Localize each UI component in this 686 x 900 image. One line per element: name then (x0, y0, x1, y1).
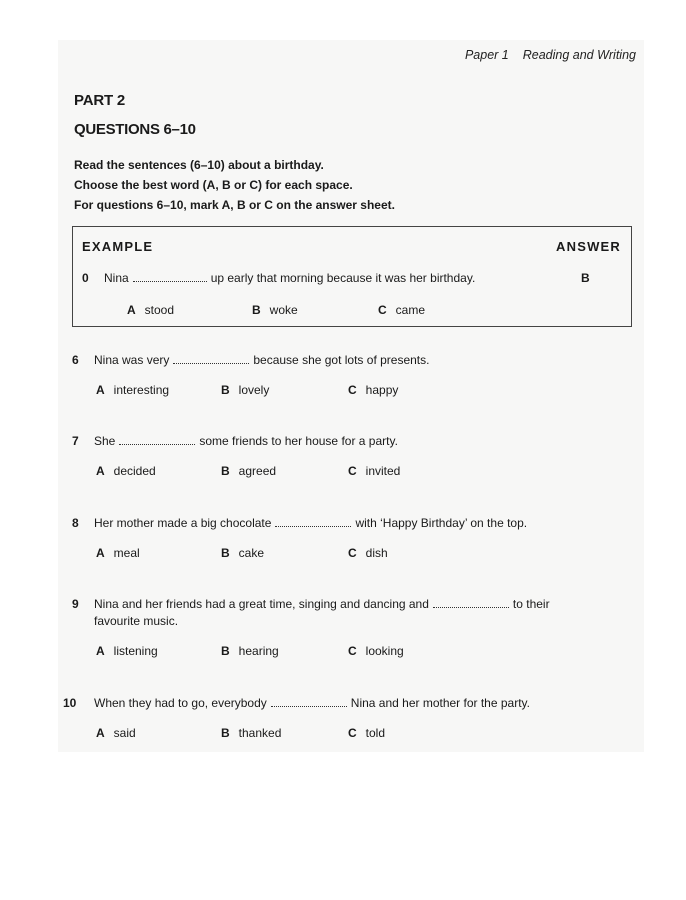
question-options (94, 464, 401, 480)
instruction-line: Choose the best word (A, B or C) for each space. (74, 178, 353, 192)
option-b: B cake (221, 546, 265, 560)
option-c: C told (348, 726, 386, 740)
answer-gap (271, 697, 347, 707)
questions-title: QUESTIONS 6–10 (74, 121, 196, 138)
instruction-line: For questions 6–10, mark A, B or C on the answer sheet. (74, 198, 395, 212)
sentence-after: up early that morning because it was her birthday. (210, 271, 476, 285)
question-text: 8 Her mother made a big chocolate with ‘Happy Birthday’ on the top. (72, 516, 528, 530)
answer-gap (133, 272, 207, 282)
example-sentence (82, 271, 475, 285)
option-a: A stood (127, 303, 175, 317)
question-6 (72, 352, 429, 399)
question-options (94, 726, 530, 742)
question-9 (72, 596, 550, 660)
question-text: 6 Nina was very because she got lots of presents. (72, 353, 430, 367)
example-label: EXAMPLE (82, 239, 154, 254)
option-a: A meal (96, 546, 140, 560)
question-7 (72, 433, 401, 480)
option-c: C looking (348, 644, 404, 658)
option-b: B woke (252, 303, 298, 317)
question-text: 10 When they had to go, everybody Nina and her mother for the party. (63, 696, 530, 710)
running-header (465, 48, 636, 62)
option-c: C came (378, 303, 426, 317)
question-10 (63, 695, 530, 742)
example-box (72, 226, 632, 327)
part-title: PART 2 (74, 92, 126, 109)
question-continuation: favourite music. (94, 614, 179, 628)
answer-gap (173, 354, 249, 364)
question-text: 9 Nina and her friends had a great time, singing and dancing and to their favourite music. (72, 597, 550, 628)
answer-gap (119, 435, 195, 445)
question-options (94, 383, 429, 399)
option-b: B lovely (221, 383, 270, 397)
paper-label: Paper 1 (464, 48, 509, 62)
option-b: B agreed (221, 464, 277, 478)
option-c: C dish (348, 546, 388, 560)
answer-gap (275, 517, 351, 527)
answer-gap (433, 598, 509, 608)
instructions (74, 155, 395, 215)
option-a: A interesting (96, 383, 170, 397)
question-options (94, 644, 550, 660)
option-c: C happy (348, 383, 399, 397)
question-options (94, 546, 527, 562)
option-b: B hearing (221, 644, 279, 658)
answer-label: ANSWER (556, 239, 621, 254)
instruction-line: Read the sentences (6–10) about a birthday. (74, 158, 324, 172)
option-c: C invited (348, 464, 401, 478)
question-text: 7 She some friends to her house for a party. (72, 434, 398, 448)
example-number: 0 (82, 271, 89, 285)
option-a: A listening (96, 644, 158, 658)
example-answer: B (581, 271, 590, 285)
question-8 (72, 515, 527, 562)
option-a: A said (96, 726, 136, 740)
example-options (127, 303, 663, 319)
sentence-before: Nina (104, 271, 129, 285)
option-b: B thanked (221, 726, 282, 740)
option-a: A decided (96, 464, 156, 478)
section-label: Reading and Writing (522, 48, 636, 62)
